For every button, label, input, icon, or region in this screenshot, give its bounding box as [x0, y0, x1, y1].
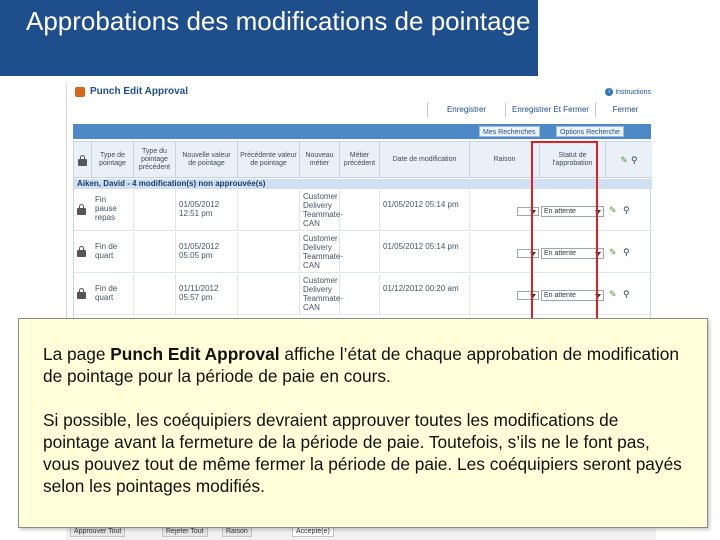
reject-all-button[interactable]: Rejeter Tout: [162, 525, 208, 537]
column-header[interactable]: Nouveau métier: [300, 142, 340, 178]
date-cell: 01/05/2012 05:14 pm: [380, 190, 470, 231]
approve-all-button[interactable]: Approuver Tout: [70, 525, 125, 537]
pencil-icon[interactable]: ✎: [609, 205, 617, 215]
column-header[interactable]: Type de pointage: [92, 142, 134, 178]
column-header[interactable]: Raison: [470, 142, 540, 178]
previous-type-cell: [134, 232, 176, 273]
lock-icon: [78, 155, 87, 166]
column-header[interactable]: Précédente valeur de pointage: [238, 142, 300, 178]
reason-label: Raison: [222, 525, 252, 537]
status-dropdown[interactable]: En attente: [541, 248, 604, 259]
date-cell: 01/12/2012 00:20 am: [380, 274, 470, 315]
column-header[interactable]: Statut de l'approbation: [540, 142, 606, 178]
lock-icon: [77, 204, 86, 215]
previous-job-cell: [340, 190, 380, 231]
callout-paragraph-1: [43, 343, 687, 387]
app-titlebar: [67, 83, 656, 101]
new-job-cell: Customer Delivery Teammate-CAN: [300, 232, 340, 273]
punch-type-cell: Fin de quart: [92, 274, 134, 315]
search-options-button[interactable]: Options Recherche: [556, 126, 624, 137]
new-value-cell: 01/05/2012 12:51 pm: [176, 190, 238, 231]
callout-paragraph-2: Si possible, les coéquipiers devraient approuver toutes les modifications de pointage avant la fermeture de la période de paie. Toutefois, s’ils ne le font pas, vous pouvez tout de même fermer la période de paie. Les coéquipiers seront payés selon les pointages modifiés.: [43, 410, 682, 496]
pencil-icon: ✎: [620, 155, 628, 165]
callout-text: La page: [43, 344, 111, 364]
status-dropdown[interactable]: En attente: [541, 206, 604, 217]
new-value-cell: 01/11/2012 05:57 pm: [176, 274, 238, 315]
app-title: Punch Edit Approval: [90, 86, 188, 97]
action-bar: [67, 103, 656, 117]
date-cell: 01/05/2012 05:14 pm: [380, 232, 470, 273]
save-and-close-button[interactable]: Enregistrer Et Fermer: [505, 103, 595, 117]
info-callout: [18, 318, 708, 528]
slide-title: Approbations des modifications de pointage: [26, 6, 531, 36]
employee-group-row[interactable]: Aiken, David - 4 modification(s) non approuvée(s): [74, 179, 652, 189]
column-header[interactable]: Nouvelle valeur de pointage: [176, 142, 238, 178]
filter-bar: [73, 124, 651, 139]
pencil-icon[interactable]: ✎: [609, 289, 617, 299]
app-icon: [75, 87, 85, 97]
magnifier-icon[interactable]: ⚲: [623, 205, 630, 215]
new-job-cell: Customer Delivery Teammate-CAN: [300, 190, 340, 231]
previous-value-cell: [238, 190, 300, 231]
status-dropdown[interactable]: En attente: [541, 290, 604, 301]
help-label: Instructions: [615, 88, 651, 96]
previous-type-cell: [134, 274, 176, 315]
previous-value-cell: [238, 274, 300, 315]
lock-icon: [77, 288, 86, 299]
accepted-dropdown[interactable]: Accepté(e): [292, 525, 334, 537]
lock-icon: [77, 246, 86, 257]
my-searches-button[interactable]: Mes Recherches: [479, 126, 540, 137]
column-header[interactable]: Date de modification: [380, 142, 470, 178]
status-column-highlight: [531, 141, 598, 321]
previous-job-cell: [340, 232, 380, 273]
callout-text: affiche l’état de chaque approbation de modification de pointage pour la période de paie en cours.: [43, 344, 679, 386]
actions-column-header: [606, 142, 652, 178]
help-link[interactable]: [605, 88, 651, 96]
new-job-cell: Customer Delivery Teammate-CAN: [300, 274, 340, 315]
column-header[interactable]: Type du pointage précédent: [134, 142, 176, 178]
previous-value-cell: [238, 232, 300, 273]
info-icon: i: [605, 88, 613, 96]
magnifier-icon[interactable]: ⚲: [623, 289, 630, 299]
pencil-icon[interactable]: ✎: [609, 247, 617, 257]
callout-bold-text: Punch Edit Approval: [110, 344, 280, 364]
punch-type-cell: Fin pause repas: [92, 190, 134, 231]
magnifier-icon: ⚲: [630, 155, 638, 165]
close-button[interactable]: Fermer: [595, 103, 655, 117]
column-header[interactable]: Métier précédent: [340, 142, 380, 178]
save-button[interactable]: Enregistrer: [427, 103, 505, 117]
slide-header: [0, 0, 538, 76]
punch-type-cell: Fin de quart: [92, 232, 134, 273]
previous-job-cell: [340, 274, 380, 315]
previous-type-cell: [134, 190, 176, 231]
magnifier-icon[interactable]: ⚲: [623, 247, 630, 257]
new-value-cell: 01/05/2012 05:05 pm: [176, 232, 238, 273]
lock-column-header: [74, 142, 92, 178]
